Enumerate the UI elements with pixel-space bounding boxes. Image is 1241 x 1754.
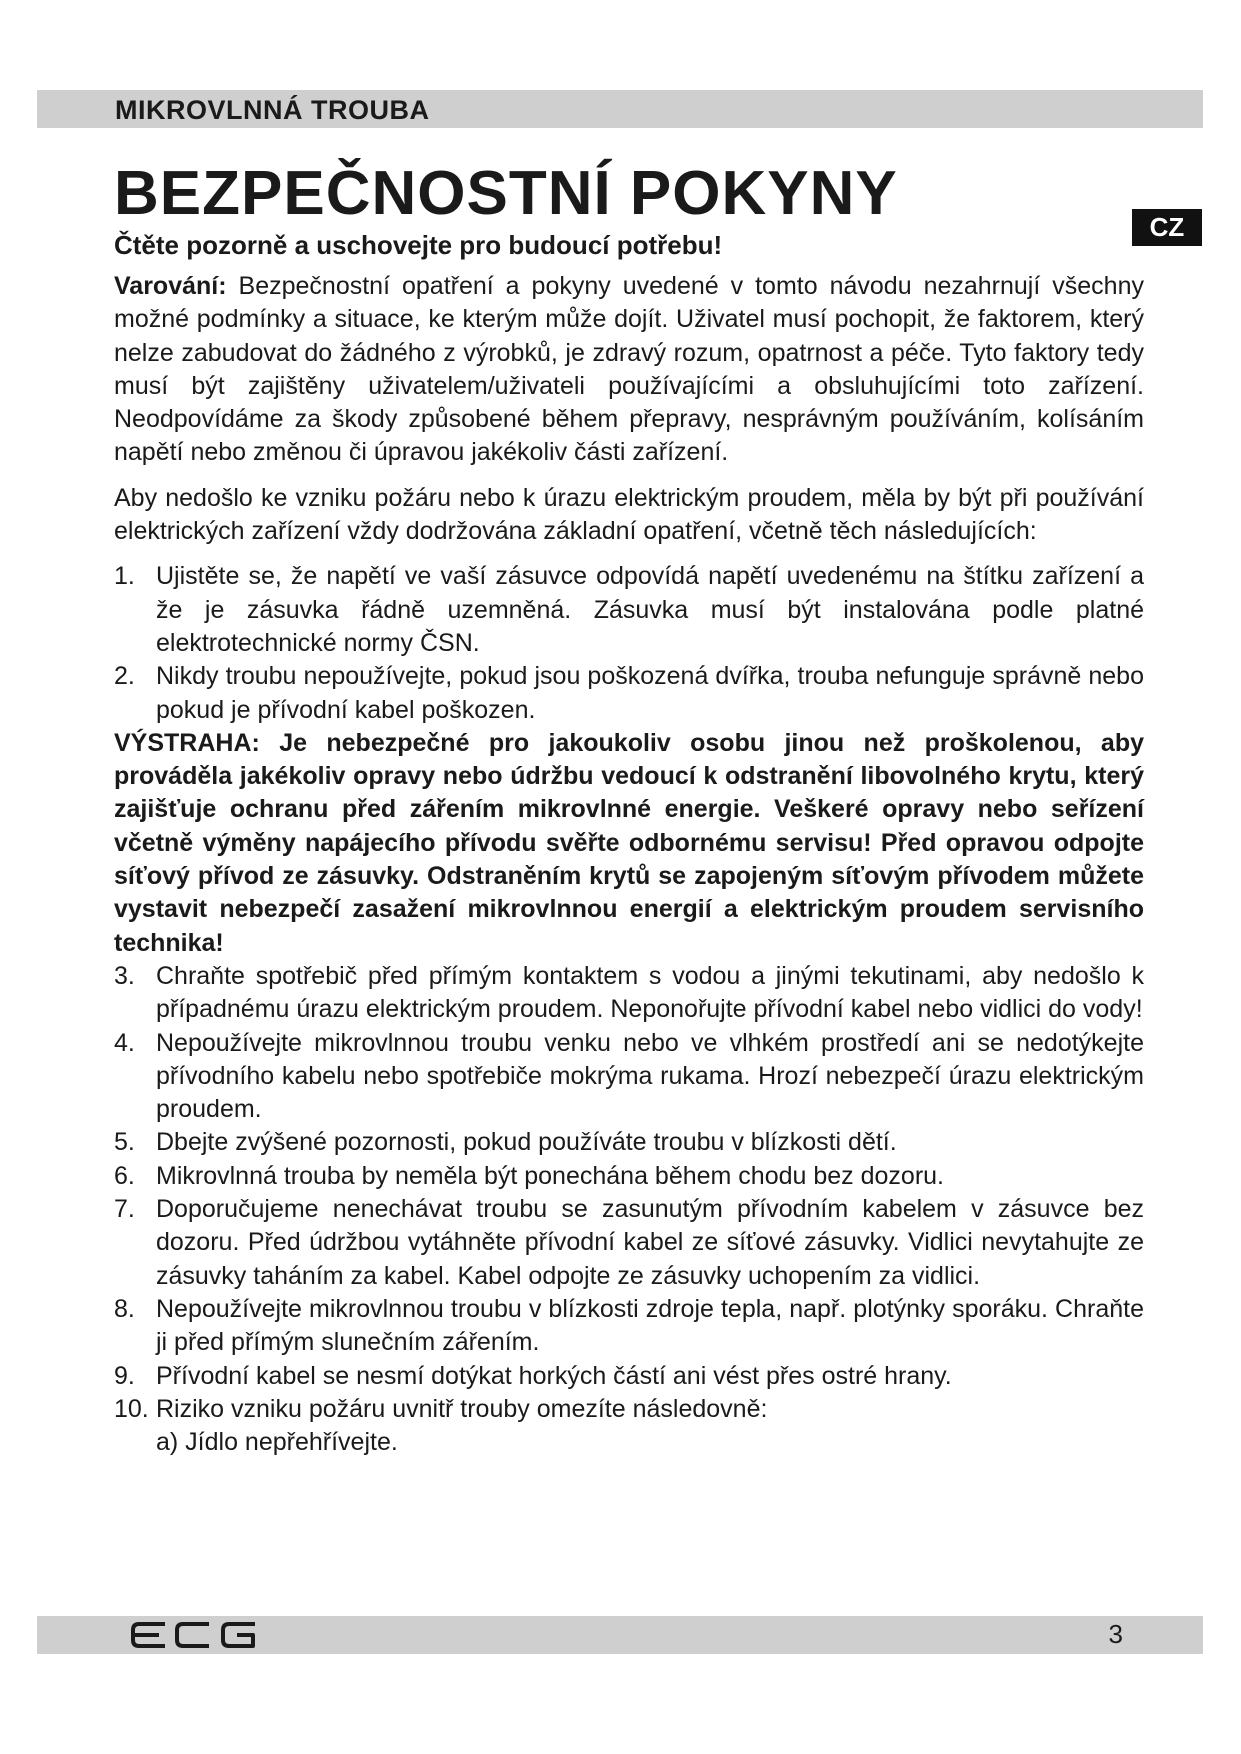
item-number: 4. — [114, 1028, 135, 1057]
item-number: 10. — [114, 1394, 149, 1423]
instructions-list-part2 — [114, 960, 1144, 1426]
list-item — [114, 1393, 1144, 1426]
instructions-list-part1 — [114, 560, 1144, 726]
list-item — [114, 660, 1144, 727]
list-item — [114, 1193, 1144, 1293]
item-text: Nepoužívejte mikrovlnnou troubu v blízkosti zdroje tepla, např. plotýnky sporáku. Chraňte ji před přímým slunečním zářením. — [156, 1294, 1144, 1357]
list-item — [114, 1293, 1144, 1360]
list-item — [114, 560, 1144, 660]
item-text: Riziko vzniku požáru uvnitř trouby omezíte následovně: — [156, 1394, 768, 1423]
item-text: Dbejte zvýšené pozornosti, pokud používáte troubu v blízkosti dětí. — [156, 1128, 897, 1157]
item-number: 2. — [114, 662, 135, 691]
item-number: 1. — [114, 562, 135, 591]
warning-text: Bezpečnostní opatření a pokyny uvedené v tomto návodu nezahrnují všechny možné podmínky a situace, ke kterým může dojít. Uživatel musí pochopit, že faktorem, který nelze zabudovat do žádného z výrobků, je zdravý rozum, opatrnost a péče. Tyto faktory tedy musí být zajištěny uživatelem/uživateli používajícími a obsluhujícími toto zařízení. Neodpovídáme za škody způsobené během přepravy, nesprávným používáním, kolísáním napětí nebo změnou či úpravou jakékoliv části zařízení. — [114, 272, 1144, 467]
item-number: 6. — [114, 1161, 135, 1190]
item-number: 8. — [114, 1294, 135, 1323]
list-item — [114, 960, 1144, 1027]
alert-paragraph: VÝSTRAHA: Je nebezpečné pro jakoukoliv osobu jinou než proškolenou, aby prováděla jakékoliv opravy nebo údržbu vedoucí k odstranění libovolného krytu, který zajišťuje ochranu před zářením mikrovlnné energie. Veškeré opravy nebo seřízení včetně výměny napájecího přívodu svěřte odbornému servisu! Před opravou odpojte síťový přívod ze zásuvky. Odstraněním krytů se zapojeným síťovým přívodem můžete vystavit nebezpečí zasažení mikrovlnnou energií a elektrickým proudem servisního technika! — [114, 728, 1144, 957]
header-bar — [37, 90, 1203, 128]
item-number: 5. — [114, 1128, 135, 1157]
section-label: MIKROVLNNÁ TROUBA — [115, 95, 430, 125]
item-text: Nepoužívejte mikrovlnnou troubu venku nebo ve vlhkém prostředí ani se nedotýkejte přívodního kabelu nebo spotřebiče mokrýma rukama. Hrozí nebezpečí úrazu elektrickým proudem. — [156, 1028, 1144, 1124]
ecg-logo-icon — [129, 1621, 259, 1649]
page-title: BEZPEČNOSTNÍ POKYNY — [114, 159, 898, 228]
list-item — [114, 1160, 1144, 1193]
item-text: Přívodní kabel se nesmí dotýkat horkých částí ani vést přes ostré hrany. — [156, 1361, 952, 1390]
item-number: 7. — [114, 1195, 135, 1224]
warning-intro — [114, 270, 1144, 470]
list-item — [114, 1126, 1144, 1159]
item-text: Nikdy troubu nepoužívejte, pokud jsou poškozená dvířka, trouba nefunguje správně nebo pokud je přívodní kabel poškozen. — [156, 662, 1144, 724]
document-body — [114, 270, 1144, 1459]
item-text: Chraňte spotřebič před přímým kontaktem s vodou a jinými tekutinami, aby nedošlo k případnému úrazu elektrickým proudem. Neponořujte přívodní kabel nebo vidlici do vody! — [156, 961, 1144, 1024]
page-number: 3 — [1108, 1619, 1123, 1649]
item-number: 9. — [114, 1361, 135, 1390]
list-item — [114, 1027, 1144, 1127]
sub-item-a: a) Jídlo nepřehřívejte. — [156, 1428, 398, 1457]
intro-paragraph: Aby nedošlo ke vzniku požáru nebo k úrazu elektrickým proudem, měla by být při používání elektrických zařízení vždy dodržována základní opatření, včetně těch následujících: — [114, 483, 1144, 546]
item-text: Ujistěte se, že napětí ve vaší zásuvce odpovídá napětí uvedenému na štítku zařízení a že je zásuvka řádně uzemněná. Zásuvka musí být instalována podle platné elektrotechnické normy ČSN. — [156, 562, 1144, 657]
item-number: 3. — [114, 961, 135, 990]
warning-label: Varování: — [114, 272, 227, 300]
subtitle: Čtěte pozorně a uschovejte pro budoucí potřebu! — [114, 230, 723, 260]
item-text: Doporučujeme nenechávat troubu se zasunutým přívodním kabelem v zásuvce bez dozoru. Před údržbou vytáhněte přívodní kabel ze síťové zásuvky. Vidlici nevytahujte ze zásuvky taháním za kabel. Kabel odpojte ze zásuvky uchopením za vidlici. — [156, 1195, 1144, 1290]
language-badge: CZ — [1132, 209, 1202, 246]
item-text: Mikrovlnná trouba by neměla být ponechána během chodu bez dozoru. — [156, 1161, 945, 1190]
footer-bar — [37, 1616, 1203, 1654]
list-item — [114, 1360, 1144, 1393]
